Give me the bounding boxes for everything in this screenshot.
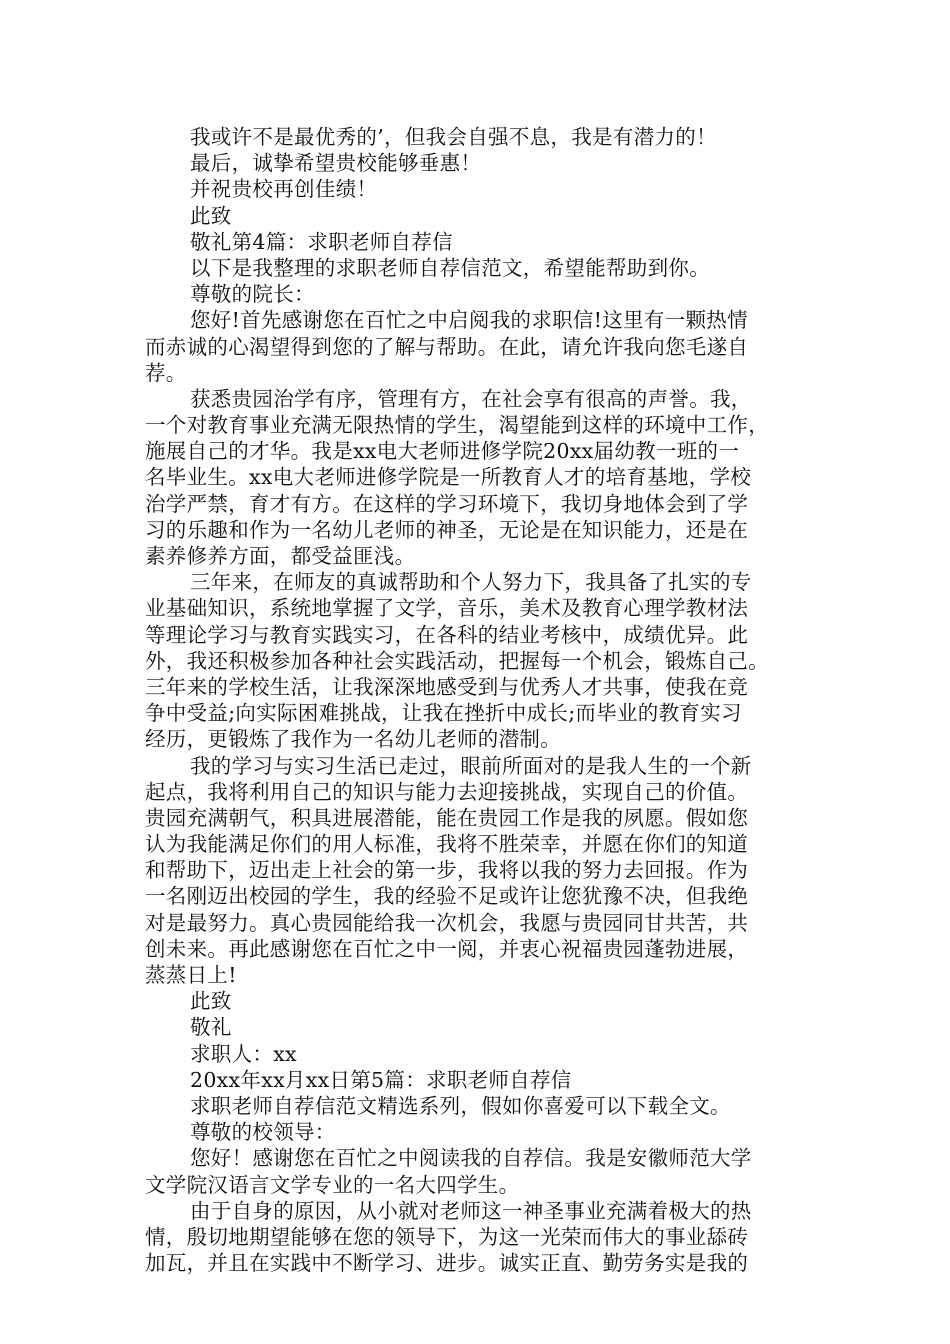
- text-line: 素养修养方面，都受益匪浅。: [145, 544, 416, 568]
- text-line: 敬礼: [190, 1015, 232, 1040]
- text-line: 贵园充满朝气，积具进展潜能，能在贵园工作是我的夙愿。假如您: [145, 805, 749, 830]
- text-line: 尊敬的院长：: [190, 282, 315, 307]
- text-line: 情，殷切地期望能够在您的领导下，为这一光荣而伟大的事业舔砖: [145, 1224, 749, 1249]
- document-body: [145, 124, 810, 1276]
- text-line: 求职老师自荐信范文精选系列，假如你喜爱可以下载全文。: [190, 1093, 731, 1118]
- text-line: 我或许不是最优秀的’，但我会自强不息，我是有潜力的！: [190, 125, 717, 149]
- text-line: 蒸蒸日上!: [145, 963, 237, 987]
- text-line: 业基础知识，系统地掌握了文学，音乐，美术及教育心理学教材法: [145, 596, 749, 621]
- text-line: 认为我能满足你们的用人标准，我将不胜荣幸，并愿在你们的知道: [145, 832, 749, 857]
- text-line: 此致: [190, 989, 232, 1014]
- text-line: 荐。: [145, 360, 187, 385]
- text-line: 并祝贵校再创佳绩！: [190, 177, 378, 202]
- text-line: 一名刚迈出校园的学生，我的经验不足或许让您犹豫不决，但我绝: [145, 884, 749, 909]
- text-line: 尊敬的校领导：: [190, 1120, 336, 1145]
- text-line: 等理论学习与教育实践实习，在各科的结业考核中，成绩优异。此: [145, 622, 749, 647]
- text-line: 您好！感谢您在百忙之中阅读我的自荐信。我是安徽师范大学: [190, 1146, 752, 1171]
- text-line: 三年来，在师友的真诚帮助和个人努力下，我具备了扎实的专: [190, 570, 752, 595]
- text-line: 以下是我整理的求职老师自荐信范文，希望能帮助到你。: [190, 255, 710, 280]
- text-line: 此致: [190, 203, 232, 228]
- text-line: 外，我还积极参加各种社会实践活动，把握每一个机会，锻炼自己。: [145, 648, 769, 673]
- text-line: 我的学习与实习生活已走过，眼前所面对的是我人生的一个新: [190, 753, 752, 778]
- text-line: 而赤诚的心渴望得到您的了解与帮助。在此，请允许我向您毛遂自: [145, 334, 749, 359]
- text-line: 名毕业生。xx电大老师进修学院是一所教育人才的培育基地，学校: [145, 465, 752, 490]
- text-line: 经历，更锻炼了我作为一名幼儿老师的潜制。: [145, 727, 561, 752]
- text-line: 施展自己的才华。我是xx电大老师进修学院20xx届幼教一班的一: [145, 439, 740, 464]
- text-line: 对是最努力。真心贵园能给我一次机会，我愿与贵园同甘共苦，共: [145, 910, 749, 935]
- text-line: 加瓦，并且在实践中不断学习、进步。诚实正直、勤劳务实是我的: [145, 1251, 749, 1276]
- text-line: 最后，诚挚希望贵校能够垂惠！: [190, 151, 482, 176]
- text-line: 由于自身的原因，从小就对老师这一神圣事业充满着极大的热: [190, 1198, 752, 1223]
- text-line: 习的乐趣和作为一名幼儿老师的神圣，无论是在知识能力，还是在: [145, 517, 749, 542]
- text-line: 起点，我将利用自己的知识与能力去迎接挑战，实现自己的价值。: [145, 779, 749, 804]
- text-line: 创未来。再此感谢您在百忙之中一阅，并衷心祝福贵园蓬勃进展，: [145, 936, 749, 961]
- text-line: 敬礼第4篇：求职老师自荐信: [190, 229, 453, 254]
- text-line: 获悉贵园治学有序，管理有方，在社会享有很高的声誉。我，: [190, 386, 752, 411]
- text-line: 治学严禁，育才有方。在这样的学习环境下，我切身地体会到了学: [145, 491, 749, 516]
- text-line: 争中受益;向实际困难挑战，让我在挫折中成长;而毕业的教育实习: [145, 701, 742, 726]
- text-line: 文学院汉语言文学专业的一名大四学生。: [145, 1172, 520, 1197]
- text-line: 您好!首先感谢您在百忙之中启阅我的求职信!这里有一颗热情: [190, 308, 748, 333]
- text-line: 一个对教育事业充满无限热情的学生，渴望能到这样的环境中工作，: [145, 413, 769, 438]
- text-line: 三年来的学校生活，让我深深地感受到与优秀人才共事，使我在竞: [145, 674, 749, 699]
- text-line: 和帮助下，迈出走上社会的第一步，我将以我的努力去回报。作为: [145, 858, 749, 883]
- text-line: 20xx年xx月xx日第5篇：求职老师自荐信: [190, 1067, 572, 1092]
- text-line: 求职人：xx: [190, 1041, 297, 1066]
